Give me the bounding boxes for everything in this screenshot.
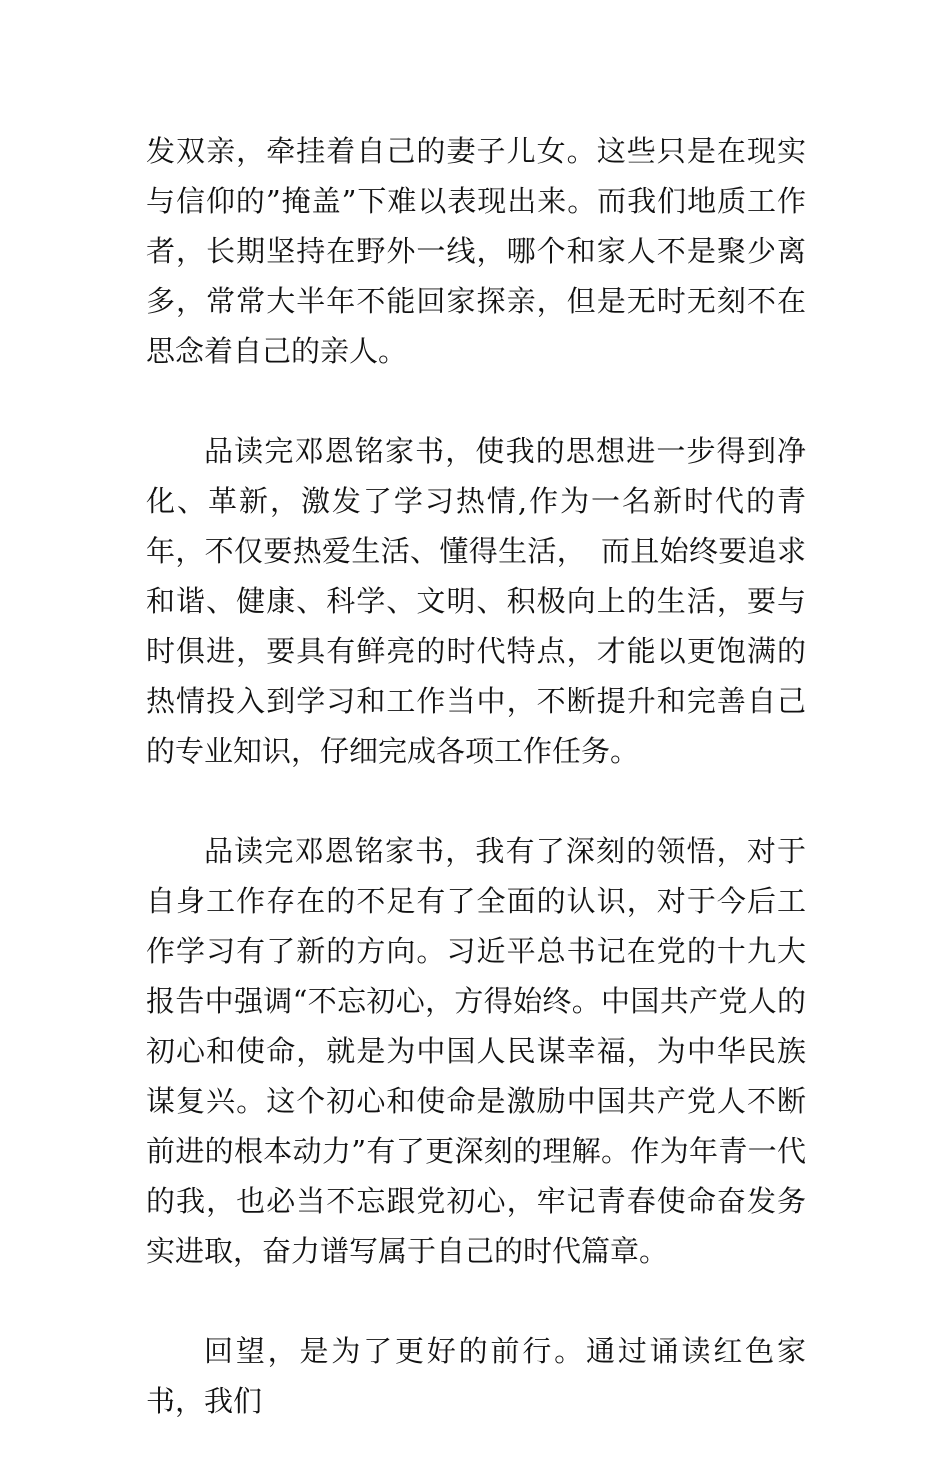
paragraph-4: 回望，是为了更好的前行。通过诵读红色家书，我们 [146, 1334, 806, 1418]
paragraph-2: 品读完邓恩铭家书，使我的思想进一步得到净化、革新，激发了学习热情,作为一名新时代的青年，不仅要热爱生活、懂得生活， 而且始终要追求和谐、健康、科学、文明、积极向上的生活，要与时俱进，要具有鲜亮的时代特点，才能以更饱满的热情投入到学习和工作当中，不断提升和完善自己的专业知识，仔细完成各项工作任务。 [146, 434, 806, 768]
paragraph-3: 品读完邓恩铭家书，我有了深刻的领悟，对于自身工作存在的不足有了全面的认识，对于今后工作学习有了新的方向。习近平总书记在党的十九大报告中强调“不忘初心，方得始终。中国共产党人的初心和使命，就是为中国人民谋幸福，为中华民族谋复兴。这个初心和使命是激励中国共产党人不断前进的根本动力”有了更深刻的理解。作为年青一代的我，也必当不忘跟党初心，牢记青春使命奋发务实进取，奋力谱写属于自己的时代篇章。 [146, 834, 806, 1268]
paragraph-1: 发双亲，牵挂着自己的妻子儿女。这些只是在现实与信仰的”掩盖”下难以表现出来。而我们地质工作者，长期坚持在野外一线，哪个和家人不是聚少离多，常常大半年不能回家探亲，但是无时无刻不在思念着自己的亲人。 [146, 134, 806, 368]
document-body [146, 126, 806, 1476]
